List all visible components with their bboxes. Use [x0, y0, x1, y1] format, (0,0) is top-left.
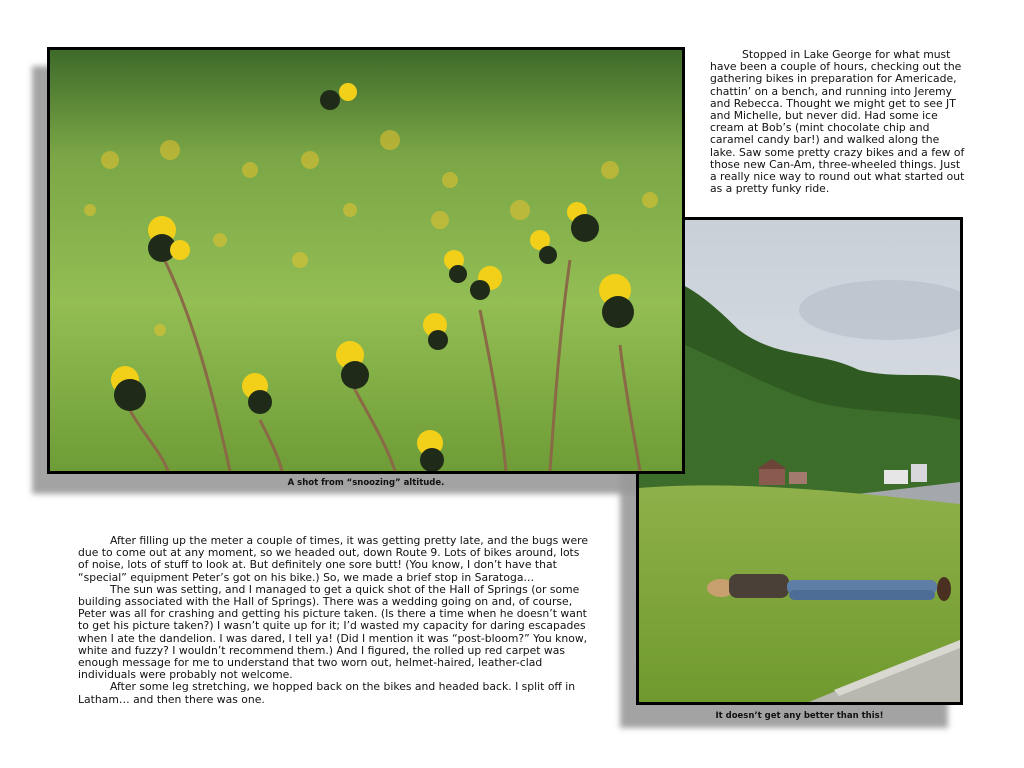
intro-paragraph: Stopped in Lake George for what must have been a couple of hours, checking out the gathering bikes in preparation for Americade, chattin’ on a bench, and running into Jeremy and Rebecca. Thought we might get to see JT and Michelle, but never did. Had some ice cream at Bob’s (mint chocolate chip and caramel candy bar!) and walked along the lake. Saw some pretty crazy bikes and a few of those new Can-Am, three-wheeled things. Just a really nice way to round out what started out as a pretty funky ride. — [710, 48, 965, 196]
flowers-photo-caption: A shot from “snoozing” altitude. — [287, 478, 445, 488]
story-body — [78, 535, 590, 706]
story-paragraph-1: After filling up the meter a couple of times, it was getting pretty late, and the bugs were due to come out at any moment, so we headed out, down Route 9. Lots of bikes around, lots of noise, lots of stuff to look at. But definitely one sore butt! (You know, I don’t have that “special” equipment Peter’s got on his bike.) So, we made a brief stop in Saratoga… — [78, 534, 588, 584]
story-paragraph-3: After some leg stretching, we hopped back on the bikes and headed back. I split off in Latham… and then there was one. — [78, 680, 576, 706]
story-paragraph-2: The sun was setting, and I managed to get a quick shot of the Hall of Springs (or some building associated with the Hall of Springs). There was a wedding going on and, of course, Peter was all for crashing and getting his picture taken. (Is there a time when he doesn’t want to get his picture taken?) I wasn’t quite up for it; I’d wasted my capacity for daring escapades when I ate the dandelion. I was dared, I tell ya! (Did I mention it was “post-bloom?” You know, white and fuzzy? I wouldn’t recommend them.) And I figured, the rolled up red carpet was enough message for me to understand that two worn out, helmet-haired, leather-clad individuals were probably not welcome. — [78, 582, 588, 682]
intro-paragraph-block — [710, 49, 966, 195]
meadow-photo-caption: It doesn’t get any better than this! — [715, 711, 884, 721]
flowers-photo-image — [50, 50, 682, 471]
flowers-photo — [47, 47, 685, 474]
meadow-photo — [636, 217, 963, 705]
meadow-photo-image — [639, 220, 960, 702]
